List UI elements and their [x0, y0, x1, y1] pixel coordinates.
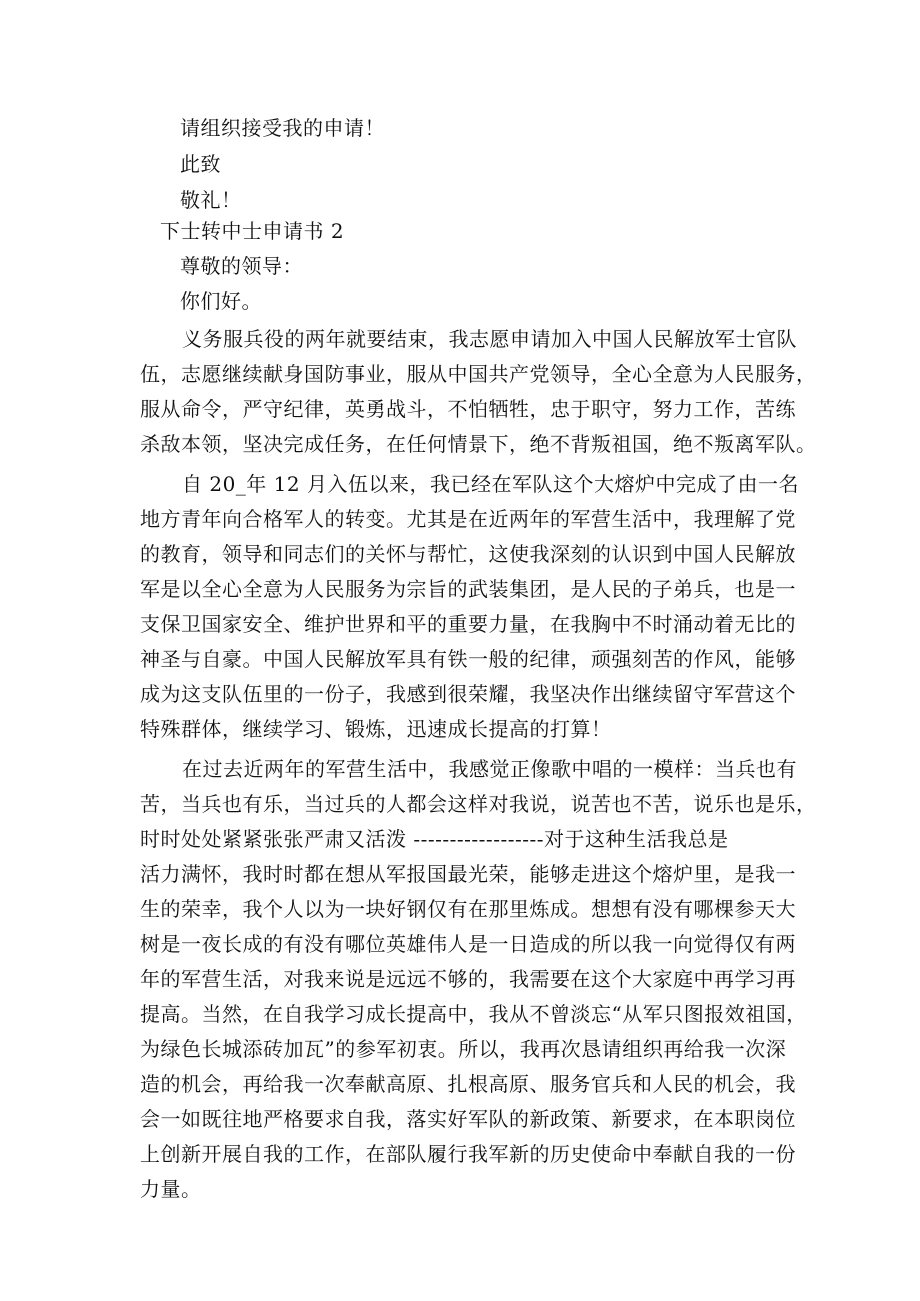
paragraph-3-line-1: 在过去近两年的军营生活中，我感觉正像歌中唱的一模样：当兵也有	[182, 757, 797, 781]
paragraph-2-line-7: 成为这支队伍里的一份子，我感到很荣耀，我坚决作出继续留守军营这个	[140, 682, 796, 706]
paragraph-3-line-7: 年的军营生活，对我来说是远远不够的，我需要在这个大家庭中再学习再	[140, 967, 796, 991]
closing-ci-zhi: 此致	[180, 152, 221, 176]
paragraph-3-line-12: 上创新开展自我的工作，在部队履行我军新的历史使命中奉献自我的一份	[140, 1142, 796, 1166]
paragraph-3-line-6: 树是一夜长成的有没有哪位英雄伟人是一日造成的所以我一向觉得仅有两	[140, 932, 796, 956]
paragraph-3-line-3: 时时处处紧紧张张严肃又活泼 ------------------对于这种生活我总是	[140, 827, 729, 851]
paragraph-3-line-11: 会一如既往地严格要求自我，落实好军队的新政策、新要求，在本职岗位	[140, 1107, 796, 1131]
paragraph-3-line-5: 生的荣幸，我个人以为一块好钢仅有在那里炼成。想想有没有哪棵参天大	[140, 897, 796, 921]
paragraph-1-line-1: 义务服兵役的两年就要结束，我志愿申请加入中国人民解放军士官队	[182, 327, 797, 351]
paragraph-2-line-5: 支保卫国家安全、维护世界和平的重要力量，在我胸中不时涌动着无比的	[140, 612, 796, 636]
paragraph-3-line-4: 活力满怀，我时时都在想从军报国最光荣，能够走进这个熔炉里，是我一	[140, 862, 796, 886]
paragraph-2-line-6: 神圣与自豪。中国人民解放军具有铁一般的纪律，顽强刻苦的作风，能够	[140, 647, 796, 671]
salutation: 尊敬的领导：	[180, 254, 303, 278]
closing-request-line: 请组织接受我的申请！	[180, 116, 385, 140]
greeting: 你们好。	[180, 289, 262, 313]
paragraph-2-line-1: 自 20_年 12 月入伍以来，我已经在军队这个大熔炉中完成了由一名	[182, 472, 799, 496]
paragraph-2-line-8: 特殊群体，继续学习、锻炼，迅速成长提高的打算！	[140, 717, 612, 741]
paragraph-2-line-2: 地方青年向合格军人的转变。尤其是在近两年的军营生活中，我理解了党	[140, 507, 796, 531]
paragraph-3-line-13: 力量。	[140, 1177, 202, 1201]
paragraph-3-line-9: 为绿色长城添砖加瓦”的参军初衷。所以，我再次恳请组织再给我一次深	[140, 1037, 787, 1061]
paragraph-3-line-10: 造的机会，再给我一次奉献高原、扎根高原、服务官兵和人民的机会，我	[140, 1072, 796, 1096]
paragraph-3-line-8: 提高。当然，在自我学习成长提高中，我从不曾淡忘“从军只图报效祖国，	[140, 1002, 807, 1026]
paragraph-3-line-2: 苦，当兵也有乐，当过兵的人都会这样对我说，说苦也不苦，说乐也是乐，	[140, 792, 817, 816]
paragraph-1-line-3: 服从命令，严守纪律，英勇战斗，不怕牺牲，忠于职守，努力工作，苦练	[140, 397, 796, 421]
paragraph-1-line-2: 伍，志愿继续献身国防事业，服从中国共产党领导，全心全意为人民服务，	[140, 362, 817, 386]
document-title: 下士转中士申请书 2	[160, 219, 345, 243]
paragraph-2-line-3: 的教育，领导和同志们的关怀与帮忙，这使我深刻的认识到中国人民解放	[140, 542, 796, 566]
closing-jing-li: 敬礼！	[180, 188, 242, 212]
paragraph-1-line-4: 杀敌本领，坚决完成任务，在任何情景下，绝不背叛祖国，绝不叛离军队。	[140, 432, 817, 456]
paragraph-2-line-4: 军是以全心全意为人民服务为宗旨的武装集团，是人民的子弟兵，也是一	[140, 577, 796, 601]
